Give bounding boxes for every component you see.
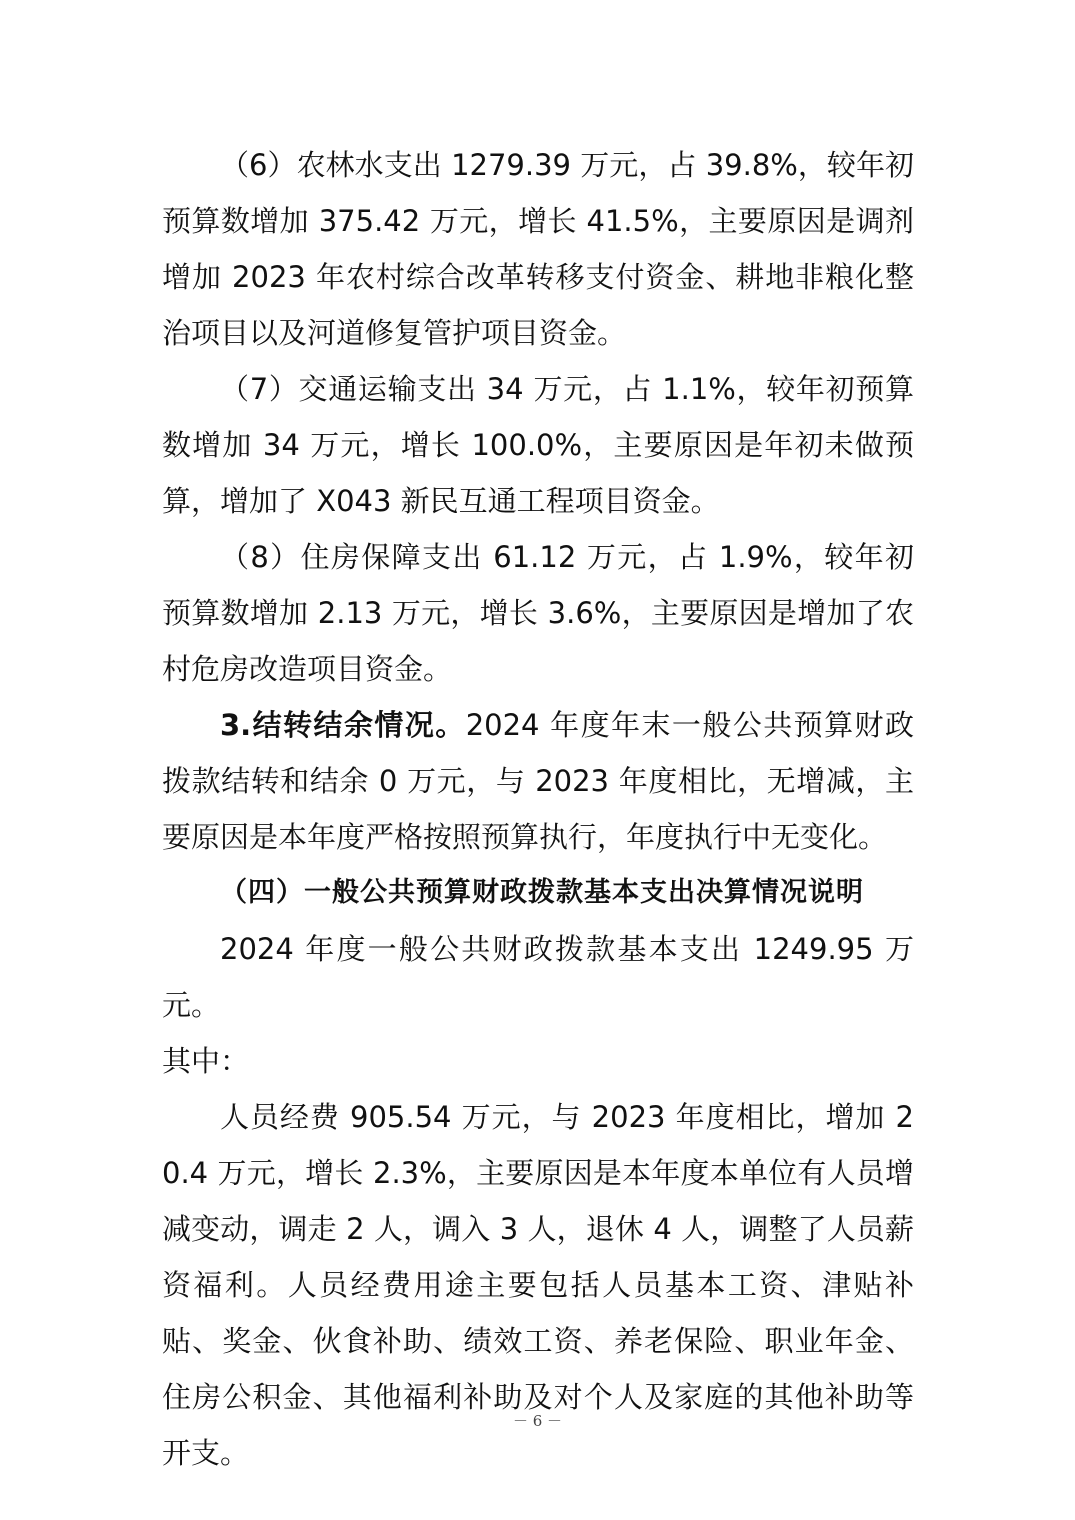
carryover-body: 2024 年度年末一般公共预算财政拨款结转和结余 0 万元，与 2023 年度相比，无增减，主要原因是本年度严格按照预算执行，年度执行中无变化。 — [162, 708, 914, 854]
page-number: － 6 － — [512, 1412, 563, 1430]
paragraph-housing-expenditure: （8）住房保障支出 61.12 万元，占 1.9%，较年初预算数增加 2.13 万元，增长 3.6%，主要原因是增加了农村危房改造项目资金。 — [162, 540, 914, 686]
paragraph-personnel-expenses: 人员经费 905.54 万元，与 2023 年度相比，增加 20.4 万元，增长 2.3%，主要原因是本年度本单位有人员增减变动，调走 2 人，调入 3 人，退休 4 人，调整了人员薪资福利。人员经费用途主要包括人员基本工资、津贴补贴、奖金、伙食补助、绩效工资、养老保险、职业年金、住房公积金、其他福利补助及对个人及家庭的其他补助等开支。 — [162, 1100, 914, 1470]
section-heading-basic-expenditure: （四）一般公共预算财政拨款基本支出决算情况说明 — [220, 877, 864, 908]
paragraph-agriculture-expenditure: （6）农林水支出 1279.39 万元，占 39.8%，较年初预算数增加 375.42 万元，增长 41.5%，主要原因是调剂增加 2023 年农村综合改革转移支付资金、耕地非粮化整治项目以及河道修复管护项目资金。 — [162, 148, 914, 350]
paragraph-among: 其中： — [162, 1044, 250, 1078]
document-body — [162, 137, 914, 1481]
paragraph-basic-total: 2024 年度一般公共财政拨款基本支出 1249.95 万元。 — [162, 932, 914, 1022]
carryover-lead: 3.结转结余情况。 — [220, 708, 466, 742]
paragraph-carryover-balance — [162, 697, 914, 865]
paragraph-transport-expenditure: （7）交通运输支出 34 万元，占 1.1%，较年初预算数增加 34 万元，增长 100.0%，主要原因是年初未做预算，增加了 X043 新民互通工程项目资金。 — [162, 372, 914, 518]
